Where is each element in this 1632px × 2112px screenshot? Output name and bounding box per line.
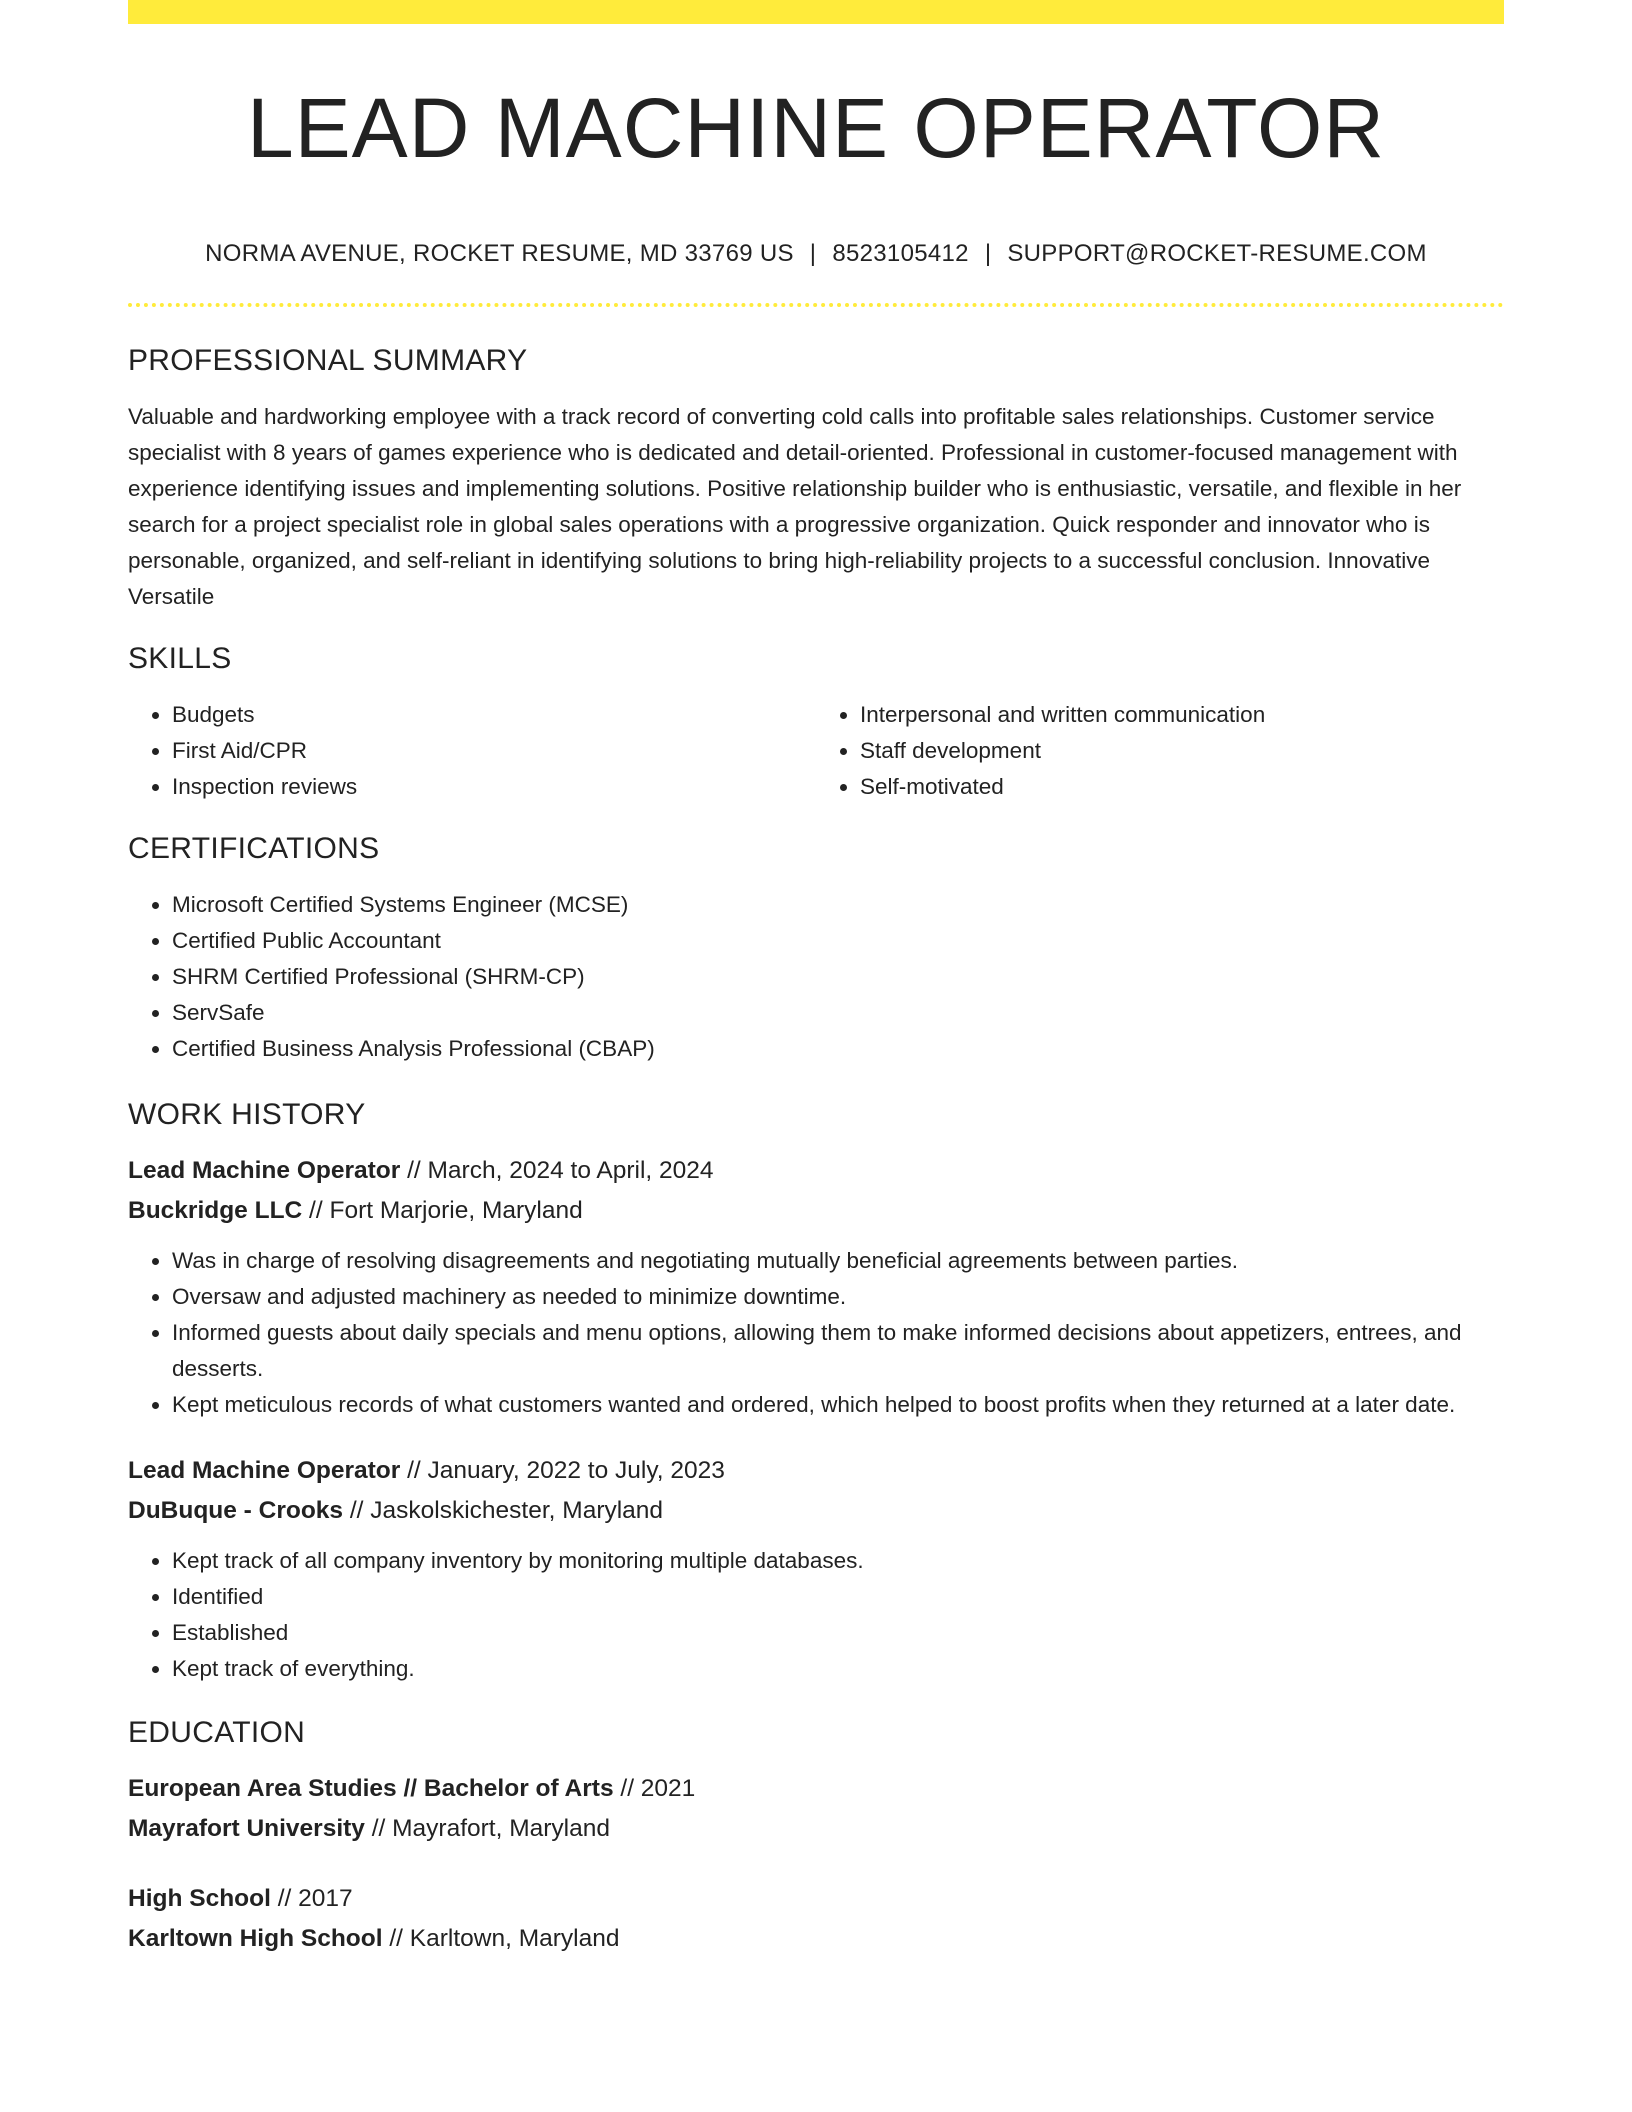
education-heading: EDUCATION [128, 1715, 306, 1749]
job-dates: // March, 2024 to April, 2024 [400, 1156, 714, 1184]
education-entry [128, 1769, 1504, 1849]
job-company-line [128, 1491, 1504, 1531]
job-bullet: • Identified [172, 1579, 1504, 1615]
education-degree-line [128, 1769, 1504, 1809]
job-bullet: • Oversaw and adjusted machinery as needed to minimize downtime. [172, 1279, 1504, 1315]
job-company-line [128, 1191, 1504, 1231]
work-history-section [128, 1097, 1504, 1687]
summary-heading: PROFESSIONAL SUMMARY [128, 343, 528, 377]
certification-item: • Certified Business Analysis Professional (CBAP) [172, 1031, 1504, 1067]
job-bullet: • Informed guests about daily specials and menu options, allowing them to make informed decisions about appetizers, entrees, and desserts. [172, 1315, 1504, 1387]
certification-item: • ServSafe [172, 995, 1504, 1031]
candidate-title: LEAD MACHINE OPERATOR [246, 81, 1386, 175]
education-degree-line [128, 1879, 1504, 1919]
resume-page [128, 0, 1504, 1959]
job-entry [128, 1151, 1504, 1423]
certifications-list [128, 887, 1504, 1067]
education-section [128, 1715, 1504, 1959]
job-bullet: • Kept track of all company inventory by monitoring multiple databases. [172, 1543, 1504, 1579]
skills-list-right [816, 697, 1504, 805]
job-company: DuBuque - Crooks [128, 1496, 344, 1524]
certifications-section [128, 831, 1504, 1067]
education-year: // 2021 [613, 1774, 696, 1802]
education-degree: European Area Studies // Bachelor of Arts [128, 1774, 614, 1802]
contact-phone: 8523105412 [832, 240, 969, 267]
contact-separator: | [984, 240, 992, 267]
job-bullet: • Was in charge of resolving disagreements and negotiating mutually beneficial agreements between parties. [172, 1243, 1504, 1279]
header-divider [128, 303, 1504, 307]
contact-line [128, 240, 1504, 269]
education-school: Karltown High School [128, 1924, 383, 1952]
education-school-line [128, 1919, 1504, 1959]
skills-grid [128, 697, 1504, 805]
job-location: // Fort Marjorie, Maryland [302, 1196, 583, 1224]
education-location: // Karltown, Maryland [382, 1924, 620, 1952]
skill-item: • Interpersonal and written communication [860, 697, 1504, 733]
job-dates: // January, 2022 to July, 2023 [400, 1456, 725, 1484]
summary-text: Valuable and hardworking employee with a track record of converting cold calls into profitable sales relationships. Customer service specialist with 8 years of games experience who is dedicated and detail-oriented. Professional in customer-focused management with experience identifying issues and implementing solutions. Positive relationship builder who is enthusiastic, versatile, and flexible in her search for a project specialist role in global sales operations with a progressive organization. Quick responder and innovator who is personable, organized, and self-reliant in identifying solutions to bring high-reliability projects to a successful conclusion. Innovative Versatile [128, 403, 1462, 609]
skill-item: • Inspection reviews [172, 769, 816, 805]
job-company: Buckridge LLC [128, 1196, 303, 1224]
job-title-line [128, 1451, 1504, 1491]
education-degree: High School [128, 1884, 271, 1912]
job-bullets [128, 1243, 1504, 1423]
job-bullets [128, 1543, 1504, 1687]
skill-item: • Self-motivated [860, 769, 1504, 805]
job-bullet: • Established [172, 1615, 1504, 1651]
job-title-line [128, 1151, 1504, 1191]
skills-heading: SKILLS [128, 641, 232, 675]
skills-section [128, 641, 1504, 805]
education-school-line [128, 1809, 1504, 1849]
job-bullet: • Kept meticulous records of what customers wanted and ordered, which helped to boost profits when they returned at a later date. [172, 1387, 1504, 1423]
job-location: // Jaskolskichester, Maryland [343, 1496, 664, 1524]
contact-address: NORMA AVENUE, ROCKET RESUME, MD 33769 US [205, 240, 794, 267]
job-bullet: • Kept track of everything. [172, 1651, 1504, 1687]
education-year: // 2017 [270, 1884, 353, 1912]
certification-item: • Microsoft Certified Systems Engineer (MCSE) [172, 887, 1504, 923]
skill-item: • First Aid/CPR [172, 733, 816, 769]
skills-list-left [128, 697, 816, 805]
job-entry [128, 1451, 1504, 1687]
summary-section [128, 343, 1504, 615]
skill-item: • Staff development [860, 733, 1504, 769]
education-school: Mayrafort University [128, 1814, 365, 1842]
education-entry [128, 1879, 1504, 1959]
certification-item: • Certified Public Accountant [172, 923, 1504, 959]
skill-item: • Budgets [172, 697, 816, 733]
work-history-heading: WORK HISTORY [128, 1097, 366, 1131]
contact-email: SUPPORT@ROCKET-RESUME.COM [1007, 240, 1427, 267]
job-role: Lead Machine Operator [128, 1156, 401, 1184]
top-accent-bar [128, 0, 1504, 24]
job-role: Lead Machine Operator [128, 1456, 401, 1484]
certifications-heading: CERTIFICATIONS [128, 831, 380, 865]
education-location: // Mayrafort, Maryland [364, 1814, 610, 1842]
certification-item: • SHRM Certified Professional (SHRM-CP) [172, 959, 1504, 995]
contact-separator: | [809, 240, 817, 267]
